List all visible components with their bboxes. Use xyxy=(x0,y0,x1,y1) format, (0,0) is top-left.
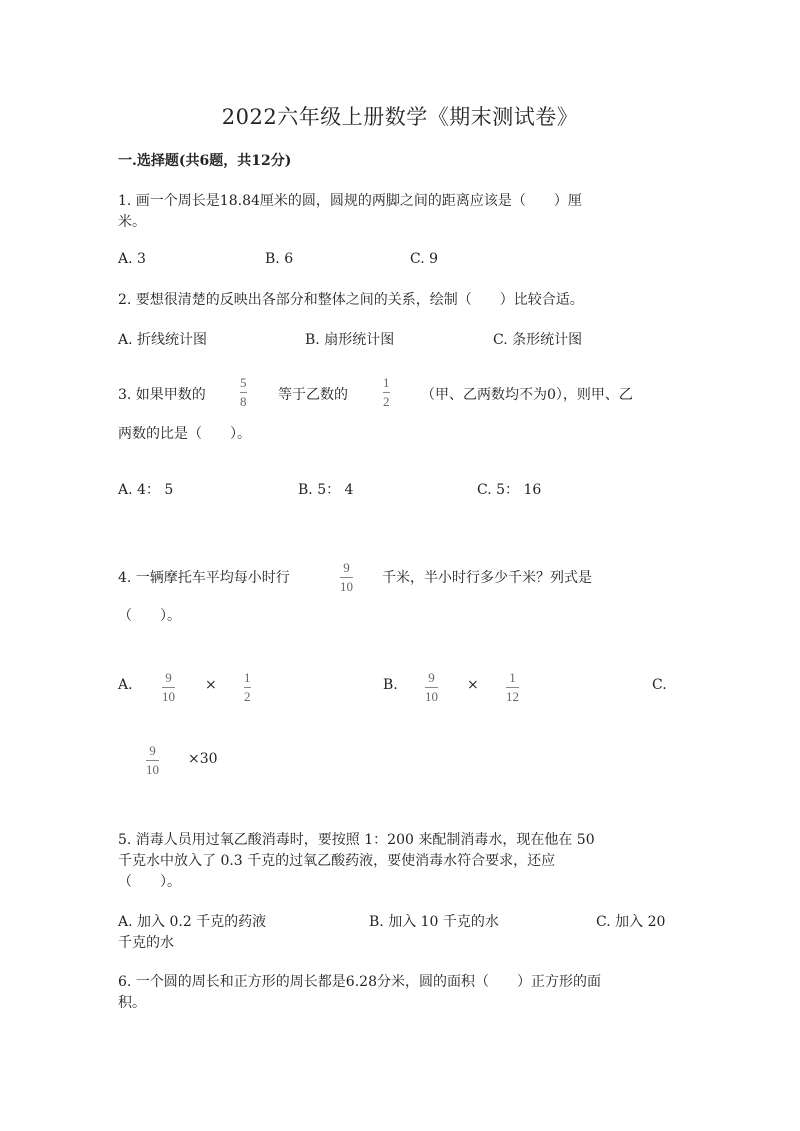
numerator: 9 xyxy=(428,670,435,685)
q3-text-post: （甲、乙两数均不为0），则甲、乙 xyxy=(421,387,633,403)
q1-option-c: C. 9 xyxy=(410,251,439,267)
numerator: 9 xyxy=(165,670,172,685)
q4-b-operator: × xyxy=(467,677,479,693)
q4-text-post: 千米，半小时行多少千米？列式是 xyxy=(382,570,592,586)
section-heading: 一.选择题(共6题，共12分) xyxy=(118,153,292,169)
q4-line2: （ ）。 xyxy=(118,608,181,624)
q4-option-a-label: A. xyxy=(118,677,133,693)
q3-option-a: A. 4： 5 xyxy=(118,482,174,498)
q4-option-b-label: B. xyxy=(383,677,398,693)
q5-option-a: A. 加入 0.2 千克的药液 xyxy=(118,914,267,930)
denominator: 12 xyxy=(506,689,519,704)
denominator: 10 xyxy=(425,689,438,704)
denominator: 2 xyxy=(244,689,251,704)
q1-line1: 1. 画一个周长是18.84厘米的圆，圆规的两脚之间的距离应该是（ ）厘 xyxy=(118,193,582,209)
q3-option-b: B. 5： 4 xyxy=(298,482,354,498)
denominator: 2 xyxy=(383,394,390,409)
numerator: 1 xyxy=(383,375,390,390)
q5-line3: （ ）。 xyxy=(118,874,181,890)
q5-option-c-cont: 千克的水 xyxy=(118,935,174,951)
q1-line2: 米。 xyxy=(118,214,146,230)
q2-option-a: A. 折线统计图 xyxy=(118,332,208,348)
q3-text-mid: 等于乙数的 xyxy=(278,387,348,403)
q1-option-a: A. 3 xyxy=(118,251,146,267)
q3-text-pre: 3. 如果甲数的 xyxy=(118,387,206,403)
numerator: 9 xyxy=(343,560,350,575)
page-title: 2022六年级上册数学《期末测试卷》 xyxy=(221,105,579,129)
q6-line2: 积。 xyxy=(118,995,146,1011)
q5-line1: 5. 消毒人员用过氧乙酸消毒时，要按照 1：200 来配制消毒水，现在他在 50 xyxy=(118,832,595,848)
denominator: 10 xyxy=(162,689,175,704)
numerator: 5 xyxy=(240,375,247,390)
q4-fraction xyxy=(340,560,353,594)
q4-text-pre: 4. 一辆摩托车平均每小时行 xyxy=(118,570,290,586)
q5-line2: 千克水中放入了 0.3 千克的过氧乙酸药液，要使消毒水符合要求，还应 xyxy=(118,853,556,869)
q3-fraction-1 xyxy=(240,375,247,409)
q3-option-c: C. 5： 16 xyxy=(477,482,542,498)
q6-line1: 6. 一个圆的周长和正方形的周长都是6.28分米，圆的面积（ ）正方形的面 xyxy=(118,974,601,990)
q5-option-c: C. 加入 20 xyxy=(596,914,666,930)
q4-a-fraction-2 xyxy=(244,670,251,704)
denominator: 10 xyxy=(146,762,159,777)
q3-line2: 两数的比是（ ）。 xyxy=(118,426,251,442)
q4-option-c-label: C. xyxy=(652,677,667,693)
numerator: 9 xyxy=(149,743,156,758)
q4-a-operator: × xyxy=(205,677,217,693)
q2-line1: 2. 要想很清楚的反映出各部分和整体之间的关系，绘制（ ）比较合适。 xyxy=(118,292,584,308)
q1-option-b: B. 6 xyxy=(265,251,294,267)
numerator: 1 xyxy=(244,670,251,685)
denominator: 8 xyxy=(240,394,247,409)
q4-a-fraction-1 xyxy=(162,670,175,704)
q5-option-b: B. 加入 10 千克的水 xyxy=(369,914,499,930)
denominator: 10 xyxy=(340,579,353,594)
q3-fraction-2 xyxy=(383,375,390,409)
q2-option-b: B. 扇形统计图 xyxy=(305,332,395,348)
q4-b-fraction-1 xyxy=(425,670,438,704)
q4-c-fraction xyxy=(146,743,159,777)
numerator: 1 xyxy=(509,670,516,685)
q4-c-post: ×30 xyxy=(188,751,218,767)
q4-b-fraction-2 xyxy=(506,670,519,704)
q2-option-c: C. 条形统计图 xyxy=(493,332,583,348)
